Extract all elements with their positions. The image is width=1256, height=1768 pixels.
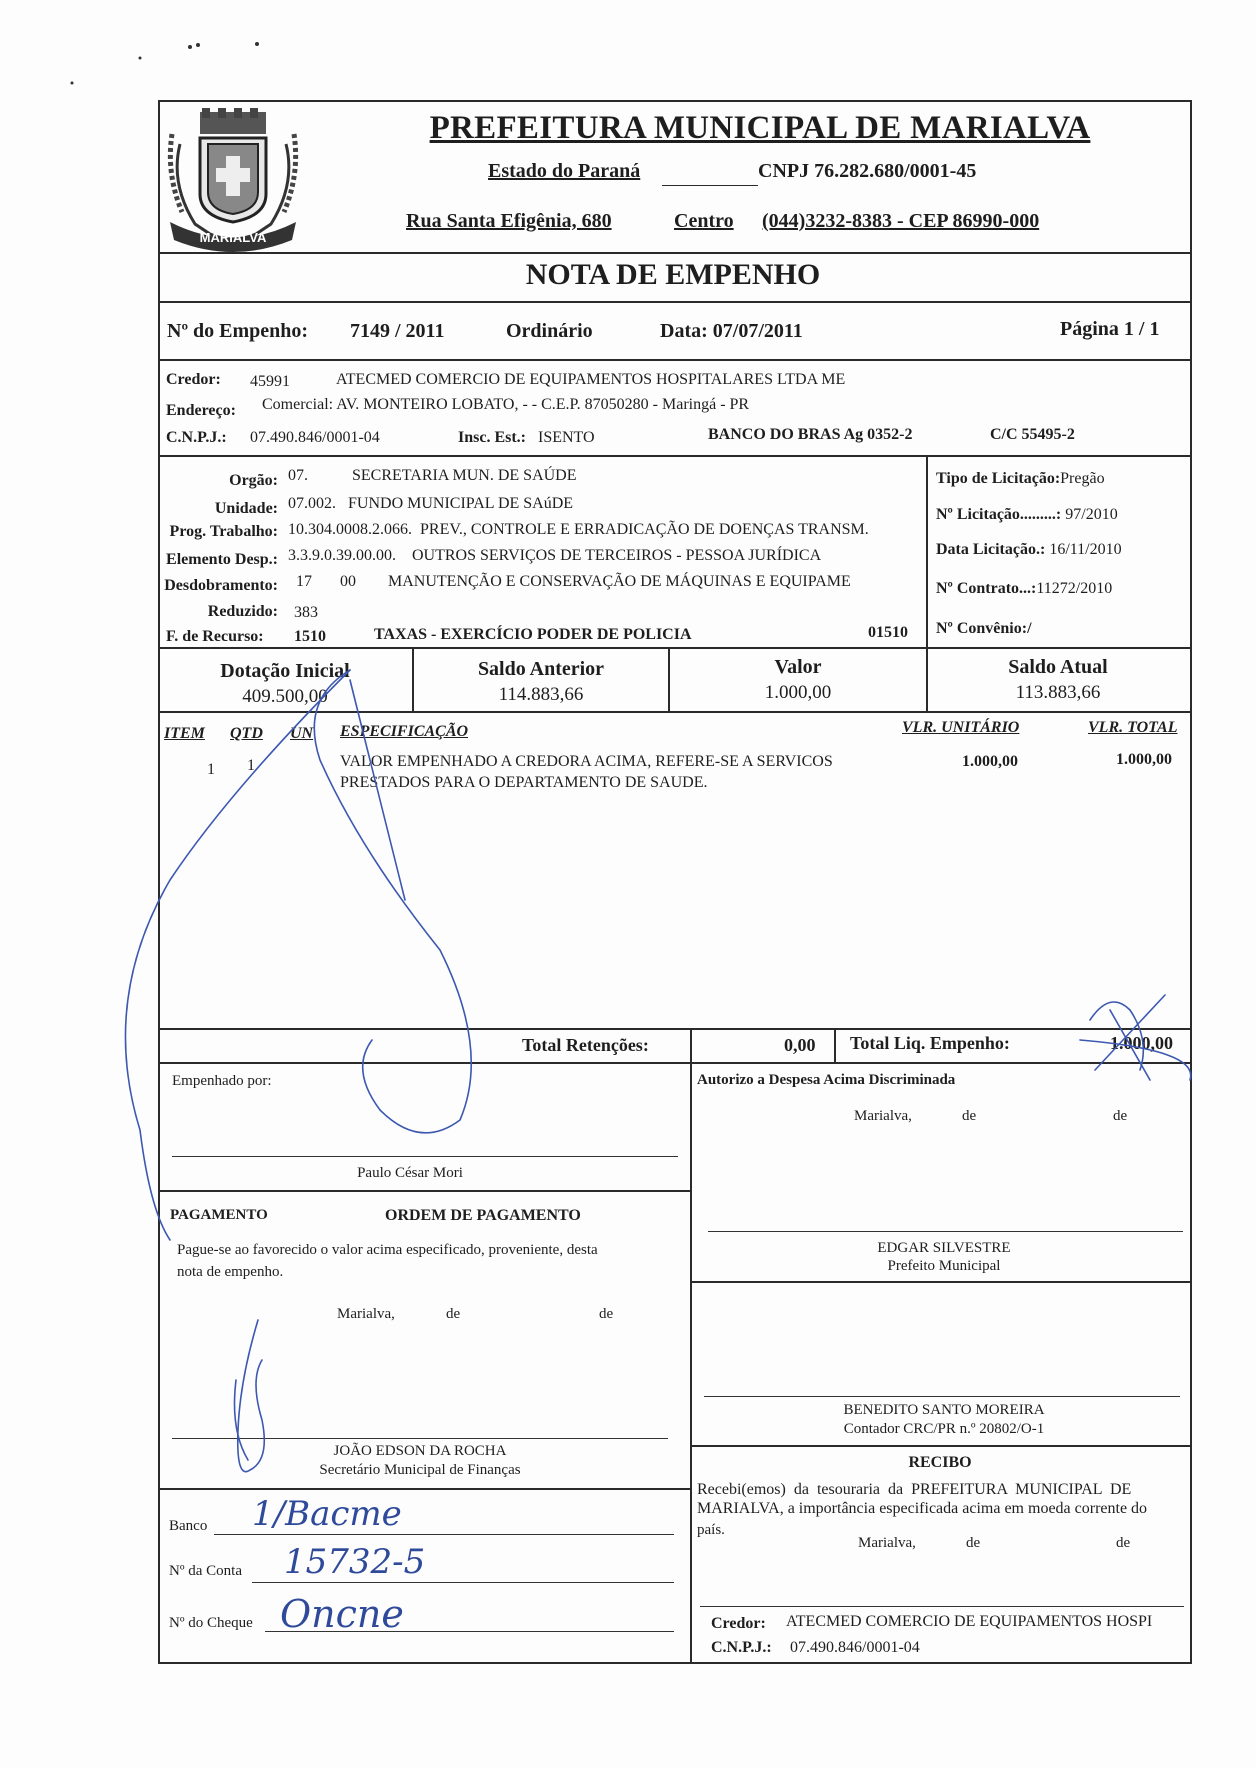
- credor-codigo: 45991: [250, 373, 290, 390]
- empenho-numero: 7149 / 2011: [350, 320, 445, 342]
- pagamento-texto2: nota de empenho.: [177, 1264, 284, 1280]
- credor-label: Credor:: [166, 371, 221, 388]
- reduzido-label: Reduzido:: [207, 603, 278, 620]
- recibo-credor-label: Credor:: [711, 1615, 766, 1632]
- insc-value: ISENTO: [538, 429, 595, 446]
- valor-label: Valor: [774, 656, 822, 678]
- prog-label: Prog. Trabalho:: [169, 523, 278, 540]
- unidade-value: 07.002. FUNDO MUNICIPAL DE SAúDE: [288, 495, 574, 512]
- retencoes-label: Total Retenções:: [522, 1035, 649, 1055]
- unidade-label: Unidade:: [214, 500, 278, 517]
- recibo-local: Marialva,: [858, 1535, 916, 1551]
- pagamento-nome: JOÃO EDSON DA ROCHA: [333, 1443, 507, 1459]
- empenho-pagina: Página 1 / 1: [1060, 318, 1160, 340]
- conta-label: Nº da Conta: [169, 1563, 242, 1579]
- prefeito-cargo: Prefeito Municipal: [887, 1258, 1001, 1274]
- recibo-cnpj-label: C.N.P.J.:: [711, 1639, 772, 1656]
- cheque-label: Nº do Cheque: [169, 1615, 253, 1631]
- pagamento-de2: de: [599, 1306, 614, 1322]
- desdob-label: Desdobramento:: [164, 577, 278, 594]
- recibo-titulo: RECIBO: [908, 1454, 972, 1471]
- saldo-atual-label: Saldo Atual: [1008, 656, 1108, 678]
- pagamento-texto1: Pague-se ao favorecido o valor acima especificado, proveniente, desta: [177, 1242, 598, 1258]
- prefeito-nome: EDGAR SILVESTRE: [877, 1240, 1011, 1256]
- banco-label: Banco: [169, 1518, 208, 1534]
- col-un: UN: [290, 725, 314, 742]
- saldo-anterior-value: 114.883,66: [498, 684, 584, 705]
- row-total: 1.000,00: [1116, 751, 1172, 768]
- liq-label: Total Liq. Empenho:: [850, 1033, 1010, 1053]
- recibo-texto2: MARIALVA, a importância especificada acima em moeda corrente do: [697, 1500, 1148, 1517]
- endereco-rua: Rua Santa Efigênia, 680: [406, 210, 612, 232]
- banco-handwritten: 1/Bacme: [252, 1494, 402, 1534]
- contador-nome: BENEDITO SANTO MOREIRA: [843, 1402, 1045, 1418]
- autorizo-de1: de: [962, 1108, 977, 1124]
- empenho-data: Data: 07/07/2011: [660, 320, 803, 342]
- col-qtd: QTD: [230, 725, 263, 742]
- credor-nome: ATECMED COMERCIO DE EQUIPAMENTOS HOSPITALARES LTDA ME: [336, 371, 846, 388]
- credor-endereco: Comercial: AV. MONTEIRO LOBATO, - - C.E.P. 87050280 - Maringá - PR: [262, 396, 750, 413]
- licitacao-num-label: Nº Licitação.........: 97/2010: [936, 506, 1118, 523]
- credor-cnpj: 07.490.846/0001-04: [250, 429, 380, 446]
- autorizo-de2: de: [1113, 1108, 1128, 1124]
- row-qtd: 1: [247, 757, 255, 774]
- endereco-label: Endereço:: [166, 402, 236, 419]
- empenho-tipo: Ordinário: [506, 320, 593, 342]
- pagamento-cargo: Secretário Municipal de Finanças: [319, 1462, 521, 1478]
- prog-value: 10.304.0008.2.066. PREV., CONTROLE E ERRADICAÇÃO DE DOENÇAS TRANSM.: [288, 521, 869, 538]
- empenhado-label: Empenhado por:: [172, 1073, 272, 1089]
- recibo-texto3: país.: [697, 1522, 725, 1538]
- row-esp-line2: PRESTADOS PARA O DEPARTAMENTO DE SAUDE.: [340, 774, 708, 791]
- cnpj-prefeitura: CNPJ 76.282.680/0001-45: [758, 160, 977, 182]
- pagamento-de1: de: [446, 1306, 461, 1322]
- licitacao-tipo-label: Tipo de Licitação:Pregão: [936, 470, 1105, 487]
- endereco-fone: (044)3232-8383 - CEP 86990-000: [762, 210, 1040, 232]
- recurso-codigo: 1510: [294, 628, 326, 645]
- desdob-value: 17 00 MANUTENÇÃO E CONSERVAÇÃO DE MÁQUINAS E EQUIPAME: [296, 573, 851, 590]
- col-vlr-total: VLR. TOTAL: [1088, 719, 1178, 736]
- valor-value: 1.000,00: [764, 682, 832, 703]
- contrato-label: Nº Contrato...:11272/2010: [936, 580, 1113, 597]
- conta-credor: C/C 55495-2: [990, 426, 1075, 443]
- saldo-anterior-label: Saldo Anterior: [477, 658, 605, 680]
- recibo-cnpj: 07.490.846/0001-04: [790, 1639, 920, 1656]
- estado-label: Estado do Paraná: [488, 160, 641, 182]
- dotacao-label: Dotação Inicial: [220, 660, 350, 682]
- conta-handwritten: 15732-5: [284, 1542, 426, 1582]
- banco-credor: BANCO DO BRAS Ag 0352-2: [708, 426, 913, 443]
- row-unit: 1.000,00: [962, 753, 1018, 770]
- recurso-desc: TAXAS - EXERCÍCIO PODER DE POLICIA: [374, 626, 692, 643]
- orgao-value: 07. SECRETARIA MUN. DE SAÚDE: [288, 467, 577, 484]
- document-title: NOTA DE EMPENHO: [525, 258, 821, 291]
- recibo-credor: ATECMED COMERCIO DE EQUIPAMENTOS HOSPI: [786, 1613, 1153, 1630]
- reduzido-value: 383: [294, 604, 318, 621]
- crest-banner-text: MARIALVA: [199, 230, 267, 245]
- elemento-value: 3.3.9.0.39.00.00. OUTROS SERVIÇOS DE TERCEIROS - PESSOA JURÍDICA: [288, 547, 822, 564]
- pagamento-local: Marialva,: [337, 1306, 395, 1322]
- page-title: PREFEITURA MUNICIPAL DE MARIALVA: [429, 110, 1091, 146]
- recibo-texto1: Recebi(emos) da tesouraria da PREFEITURA MUNICIPAL DE: [697, 1481, 1132, 1498]
- licitacao-data-label: Data Licitação.: 16/11/2010: [936, 541, 1122, 558]
- empenhado-nome: Paulo César Mori: [357, 1165, 463, 1181]
- endereco-bairro: Centro: [674, 210, 734, 232]
- row-esp-line1: VALOR EMPENHADO A CREDORA ACIMA, REFERE-SE A SERVICOS: [340, 753, 833, 770]
- orgao-label: Orgão:: [229, 472, 278, 489]
- empenho-label: Nº do Empenho:: [167, 320, 309, 342]
- recurso-num: 01510: [868, 624, 908, 641]
- retencoes-value: 0,00: [784, 1035, 816, 1055]
- elemento-label: Elemento Desp.:: [166, 551, 278, 568]
- autorizo-local: Marialva,: [854, 1108, 912, 1124]
- recurso-label: F. de Recurso:: [166, 628, 264, 645]
- cheque-handwritten: Oncne: [280, 1592, 404, 1636]
- contador-cargo: Contador CRC/PR n.º 20802/O-1: [843, 1421, 1045, 1437]
- saldo-atual-value: 113.883,66: [1015, 682, 1101, 703]
- recibo-de2: de: [1116, 1535, 1131, 1551]
- credor-cnpj-label: C.N.P.J.:: [166, 429, 227, 446]
- convenio-label: Nº Convênio:/: [936, 620, 1032, 637]
- dotacao-value: 409.500,00: [242, 686, 328, 707]
- recibo-de1: de: [966, 1535, 981, 1551]
- col-item: ITEM: [164, 725, 205, 742]
- ordem-pagamento-label: ORDEM DE PAGAMENTO: [385, 1207, 581, 1224]
- pagamento-label: PAGAMENTO: [170, 1207, 268, 1223]
- row-item: 1: [207, 761, 215, 778]
- autorizo-label: Autorizo a Despesa Acima Discriminada: [697, 1072, 956, 1088]
- insc-label: Insc. Est.:: [458, 429, 527, 446]
- col-vlr-unitario: VLR. UNITÁRIO: [902, 719, 1020, 736]
- liq-value: 1.000,00: [1110, 1033, 1173, 1053]
- col-especificacao: ESPECIFICAÇÃO: [340, 723, 469, 740]
